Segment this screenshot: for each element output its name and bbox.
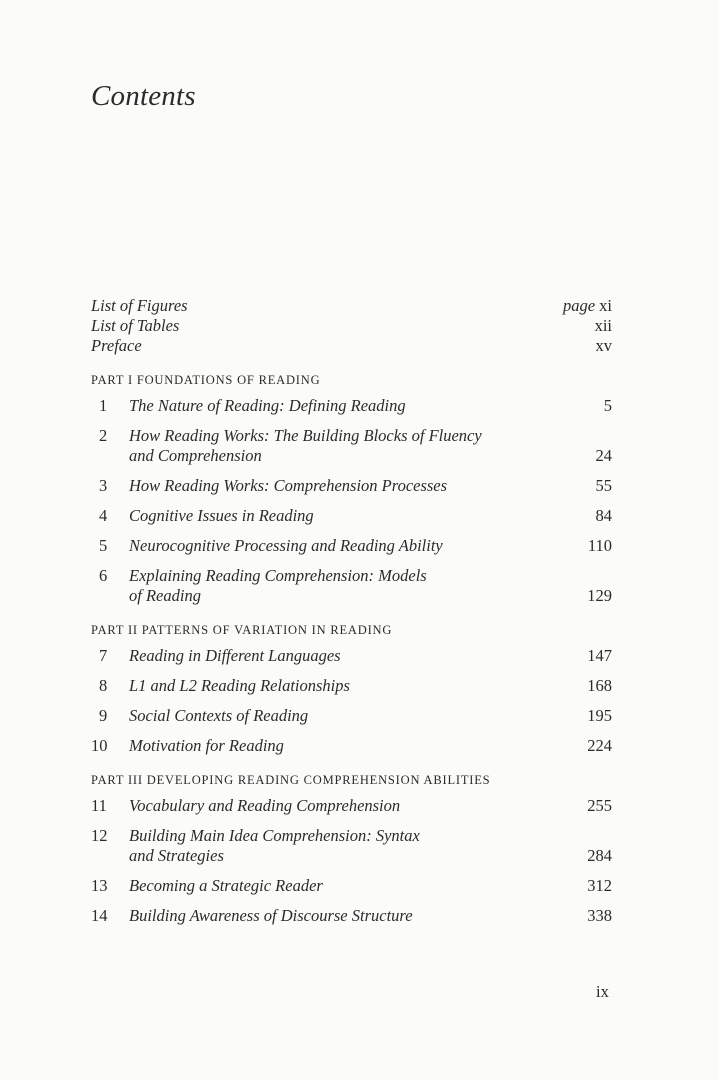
chapter-page: 168: [587, 676, 612, 695]
chapter-number: 2: [99, 426, 108, 445]
toc-entry-page: xii: [594, 316, 612, 335]
chapter-number: 1: [99, 396, 108, 415]
toc-chapter-item[interactable]: [91, 826, 612, 866]
chapter-title: Building Awareness of Discourse Structure: [129, 906, 413, 925]
toc-chapter-item[interactable]: [91, 506, 612, 526]
chapter-page: 110: [587, 536, 612, 555]
chapter-title: How Reading Works: Comprehension Processes: [129, 476, 448, 495]
chapter-number: 12: [91, 826, 108, 845]
chapter-title: Vocabulary and Reading Comprehension: [129, 796, 401, 815]
chapter-number: 14: [91, 906, 108, 925]
chapter-number: 8: [99, 676, 108, 695]
toc-front-matter-item[interactable]: [91, 336, 612, 356]
toc-entry-title: List of Tables: [91, 316, 180, 335]
toc-entry-title: Preface: [91, 336, 142, 355]
toc-chapter-item[interactable]: [91, 736, 612, 756]
part-heading: PART I FOUNDATIONS OF READING: [91, 373, 321, 387]
chapter-page: 147: [587, 646, 612, 665]
chapter-title: Social Contexts of Reading: [129, 706, 309, 725]
chapter-number: 7: [99, 646, 108, 665]
toc-front-matter-item[interactable]: [91, 316, 612, 336]
chapter-number: 6: [99, 566, 108, 585]
chapter-number: 11: [91, 796, 107, 815]
chapter-page: 338: [587, 906, 612, 925]
toc-chapter-item[interactable]: [91, 426, 612, 466]
toc-entry-page: [563, 296, 612, 316]
table-of-contents: [91, 296, 612, 936]
page-title: Contents: [91, 80, 196, 112]
chapter-title: Neurocognitive Processing and Reading Ability: [129, 536, 443, 555]
toc-chapter-item[interactable]: [91, 796, 612, 816]
chapter-title: Cognitive Issues in Reading: [129, 506, 314, 525]
chapter-number: 13: [91, 876, 108, 895]
toc-chapter-item[interactable]: [91, 876, 612, 896]
page-folio: ix: [596, 982, 609, 1001]
chapter-page: 312: [587, 876, 612, 895]
chapter-page: 284: [587, 846, 612, 865]
toc-chapter-item[interactable]: [91, 566, 612, 606]
chapter-page: 84: [595, 506, 612, 525]
toc-entry-page: xv: [595, 336, 612, 355]
toc-chapter-item[interactable]: [91, 906, 612, 926]
chapter-title: Becoming a Strategic Reader: [129, 876, 323, 895]
chapter-page: 55: [595, 476, 612, 495]
chapter-title: L1 and L2 Reading Relationships: [129, 676, 350, 695]
part-heading: PART II PATTERNS OF VARIATION IN READING: [91, 623, 393, 637]
chapter-title: Explaining Reading Comprehension: Models of Reading: [129, 566, 427, 605]
toc-chapter-item[interactable]: [91, 646, 612, 666]
toc-chapter-item[interactable]: [91, 706, 612, 726]
toc-entry-title: List of Figures: [91, 296, 188, 315]
chapter-page: 195: [587, 706, 612, 725]
chapter-number: 9: [99, 706, 108, 725]
page-number: xi: [599, 296, 612, 315]
toc-front-matter-item[interactable]: [91, 296, 612, 316]
toc-chapter-item[interactable]: [91, 676, 612, 696]
toc-chapter-item[interactable]: [91, 396, 612, 416]
toc-chapter-item[interactable]: [91, 476, 612, 496]
chapter-page: 24: [595, 446, 612, 465]
chapter-page: 224: [587, 736, 612, 755]
chapter-page: 255: [587, 796, 612, 815]
chapter-number: 4: [99, 506, 108, 525]
chapter-number: 5: [99, 536, 108, 555]
chapter-number: 10: [91, 736, 108, 755]
chapter-title: Motivation for Reading: [129, 736, 284, 755]
chapter-page: 129: [587, 586, 612, 605]
chapter-title: Building Main Idea Comprehension: Syntax and Strategies: [129, 826, 420, 865]
chapter-title: How Reading Works: The Building Blocks of Fluency and Comprehension: [129, 426, 482, 465]
chapter-title: Reading in Different Languages: [129, 646, 341, 665]
chapter-number: 3: [99, 476, 108, 495]
part-heading: PART III DEVELOPING READING COMPREHENSION ABILITIES: [91, 773, 491, 787]
chapter-page: 5: [603, 396, 612, 415]
toc-chapter-item[interactable]: [91, 536, 612, 556]
chapter-title: The Nature of Reading: Defining Reading: [129, 396, 406, 415]
page-prefix: page: [562, 296, 596, 315]
